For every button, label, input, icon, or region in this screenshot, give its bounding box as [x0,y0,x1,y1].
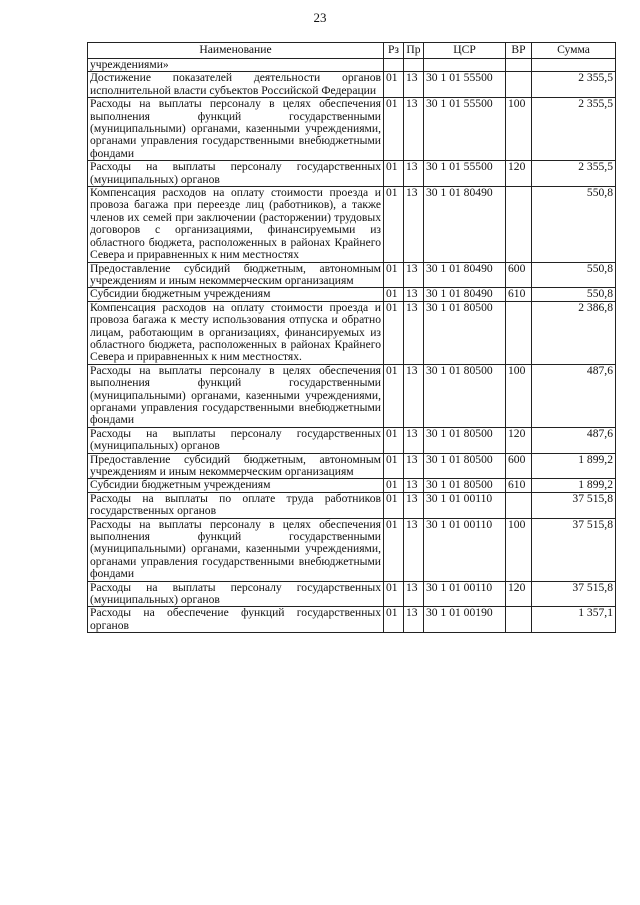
row-vr-cell [506,301,532,364]
row-csr-cell: 30 1 01 80490 [424,262,506,288]
row-rz-cell: 01 [384,427,404,453]
row-vr-cell [506,72,532,98]
row-sum-cell: 550,8 [532,187,616,262]
row-rz-cell: 01 [384,453,404,479]
row-csr-cell: 30 1 01 55500 [424,161,506,187]
row-rz-cell: 01 [384,161,404,187]
row-sum-cell: 2 355,5 [532,98,616,161]
table-row [88,479,616,492]
row-csr-cell: 30 1 01 80500 [424,364,506,427]
row-pr-cell: 13 [404,479,424,492]
row-name-cell: Субсидии бюджетным учреждениям [88,479,384,492]
row-pr-cell: 13 [404,187,424,262]
header-name: Наименование [88,43,384,59]
row-sum-cell: 2 355,5 [532,72,616,98]
row-name-cell: Расходы на выплаты персоналу государственных (муниципальных) органов [88,581,384,607]
row-vr-cell [506,492,532,518]
row-vr-cell: 610 [506,288,532,301]
row-pr-cell: 13 [404,72,424,98]
header-rz: Рз [384,43,404,59]
row-csr-cell: 30 1 01 80490 [424,187,506,262]
row-sum-cell: 550,8 [532,262,616,288]
row-pr-cell: 13 [404,98,424,161]
row-name-cell: Расходы на выплаты персоналу государственных (муниципальных) органов [88,161,384,187]
table-row [88,161,616,187]
table-row [88,98,616,161]
row-csr-cell: 30 1 01 00190 [424,607,506,633]
row-vr-cell: 610 [506,479,532,492]
row-sum-cell: 1 899,2 [532,479,616,492]
row-sum-cell: 37 515,8 [532,492,616,518]
row-vr-cell: 100 [506,518,532,581]
table-row [88,59,616,72]
row-csr-cell: 30 1 01 80500 [424,453,506,479]
row-csr-cell: 30 1 01 00110 [424,492,506,518]
table-row [88,453,616,479]
row-vr-cell [506,187,532,262]
row-name-cell: Достижение показателей деятельности органов исполнительной власти субъектов Российской Федерации [88,72,384,98]
row-rz-cell: 01 [384,607,404,633]
row-name-cell: Расходы на выплаты персоналу государственных (муниципальных) органов [88,427,384,453]
row-name-cell: учреждениями» [88,59,384,72]
row-name-cell: Расходы на выплаты персоналу в целях обеспечения выполнения функций государственными (муниципальными) органами, казенными учреждениями, органами управления государственными внебюджетными фондами [88,518,384,581]
row-sum-cell: 2 386,8 [532,301,616,364]
row-name-cell: Расходы на выплаты персоналу в целях обеспечения выполнения функций государственными (муниципальными) органами, казенными учреждениями, органами управления государственными внебюджетными фондами [88,98,384,161]
row-name-cell: Расходы на выплаты персоналу в целях обеспечения выполнения функций государственными (муниципальными) органами, казенными учреждениями, органами управления государственными внебюджетными фондами [88,364,384,427]
row-csr-cell: 30 1 01 55500 [424,72,506,98]
row-pr-cell: 13 [404,288,424,301]
row-pr-cell [404,59,424,72]
row-rz-cell: 01 [384,492,404,518]
row-csr-cell: 30 1 01 00110 [424,518,506,581]
table-row [88,581,616,607]
row-pr-cell: 13 [404,427,424,453]
row-vr-cell: 120 [506,161,532,187]
header-csr: ЦСР [424,43,506,59]
table-row [88,288,616,301]
table-row [88,427,616,453]
row-pr-cell: 13 [404,581,424,607]
row-pr-cell: 13 [404,492,424,518]
row-name-cell: Компенсация расходов на оплату стоимости проезда и провоза багажа к месту использования отпуска и обратно лицам, работающим в организациях, финансируемых из областного бюджета, расположенных в районах Крайнего Севера и приравненных к ним местностях. [88,301,384,364]
row-pr-cell: 13 [404,364,424,427]
row-name-cell: Предоставление субсидий бюджетным, автономным учреждениям и иным некоммерческим организациям [88,453,384,479]
row-name-cell: Расходы на выплаты по оплате труда работников государственных органов [88,492,384,518]
row-pr-cell: 13 [404,161,424,187]
row-vr-cell: 100 [506,364,532,427]
row-pr-cell: 13 [404,453,424,479]
table-header-row [88,43,616,59]
row-rz-cell: 01 [384,187,404,262]
row-vr-cell: 600 [506,453,532,479]
row-csr-cell: 30 1 01 80490 [424,288,506,301]
row-csr-cell: 30 1 01 80500 [424,301,506,364]
row-vr-cell [506,59,532,72]
row-csr-cell: 30 1 01 80500 [424,479,506,492]
row-csr-cell [424,59,506,72]
row-rz-cell: 01 [384,518,404,581]
header-vr: ВР [506,43,532,59]
row-name-cell: Компенсация расходов на оплату стоимости проезда и провоза багажа при переезде лиц (работников), а также членов их семей при заключении (расторжении) трудовых договоров с организациями, финансируемыми из областного бюджета, расположенных в районах Крайнего Севера и приравненных к ним местностях [88,187,384,262]
row-pr-cell: 13 [404,262,424,288]
table-row [88,492,616,518]
row-sum-cell: 1 899,2 [532,453,616,479]
row-sum-cell: 487,6 [532,427,616,453]
table-row [88,72,616,98]
row-sum-cell: 37 515,8 [532,518,616,581]
row-sum-cell [532,59,616,72]
row-pr-cell: 13 [404,518,424,581]
row-sum-cell: 2 355,5 [532,161,616,187]
table-row [88,187,616,262]
row-rz-cell: 01 [384,98,404,161]
row-name-cell: Субсидии бюджетным учреждениям [88,288,384,301]
row-rz-cell: 01 [384,288,404,301]
header-pr: Пр [404,43,424,59]
row-vr-cell: 600 [506,262,532,288]
row-rz-cell: 01 [384,581,404,607]
row-csr-cell: 30 1 01 55500 [424,98,506,161]
header-sum: Сумма [532,43,616,59]
page-number: 23 [313,10,327,25]
table-row [88,518,616,581]
table-row [88,364,616,427]
row-sum-cell: 487,6 [532,364,616,427]
row-rz-cell: 01 [384,262,404,288]
row-pr-cell: 13 [404,607,424,633]
row-csr-cell: 30 1 01 80500 [424,427,506,453]
row-pr-cell: 13 [404,301,424,364]
table-body [88,59,616,633]
row-rz-cell: 01 [384,364,404,427]
row-rz-cell: 01 [384,301,404,364]
row-csr-cell: 30 1 01 00110 [424,581,506,607]
row-name-cell: Расходы на обеспечение функций государственных органов [88,607,384,633]
row-sum-cell: 37 515,8 [532,581,616,607]
row-sum-cell: 550,8 [532,288,616,301]
budget-table [87,42,616,633]
row-rz-cell: 01 [384,479,404,492]
table-row [88,262,616,288]
row-name-cell: Предоставление субсидий бюджетным, автономным учреждениям и иным некоммерческим организациям [88,262,384,288]
row-vr-cell [506,607,532,633]
table-row [88,301,616,364]
row-sum-cell: 1 357,1 [532,607,616,633]
row-vr-cell: 120 [506,427,532,453]
row-rz-cell: 01 [384,72,404,98]
row-rz-cell [384,59,404,72]
table-row [88,607,616,633]
row-vr-cell: 120 [506,581,532,607]
row-vr-cell: 100 [506,98,532,161]
